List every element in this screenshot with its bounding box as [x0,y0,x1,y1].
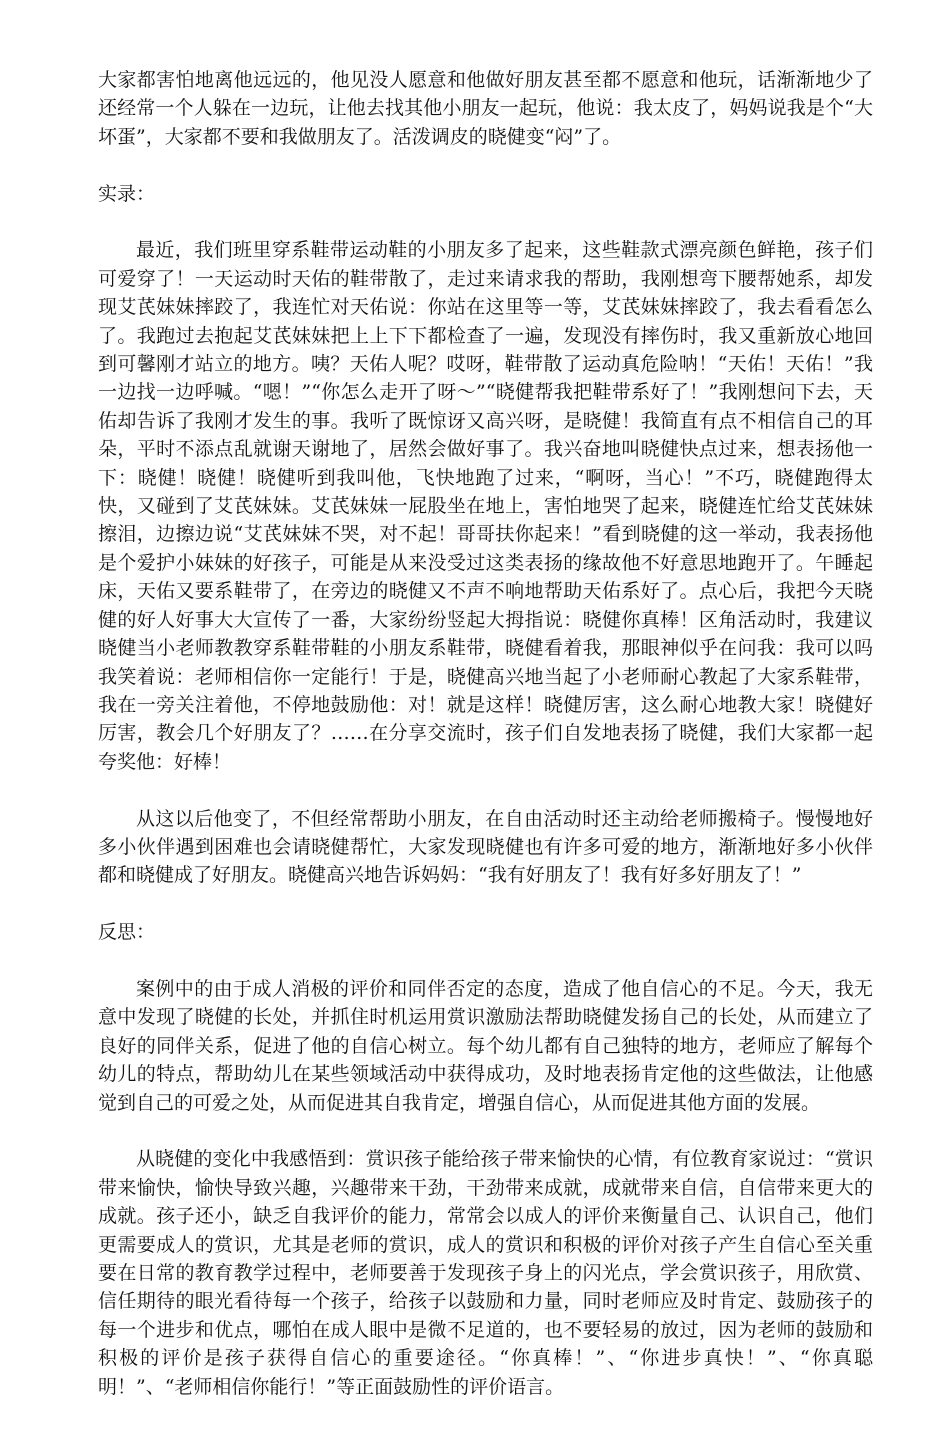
intro-paragraph: 大家都害怕地离他远远的，他见没人愿意和他做好朋友甚至都不愿意和他玩，话渐渐地少了还经常一个人躲在一边玩，让他去找其他小朋友一起玩，他说：我太皮了，妈妈说我是个“大坏蛋”，大家都不要和我做朋友了。活泼调皮的晓健变“闷”了。 [98,69,873,148]
record-heading: 实录： [98,182,156,205]
record-paragraph-2: 从这以后他变了，不但经常帮助小朋友，在自由活动时还主动给老师搬椅子。慢慢地好多小伙伴遇到困难也会请晓健帮忙，大家发现晓健也有许多可爱的地方，渐渐地好多小伙伴都和晓健成了好朋友。晓健高兴地告诉妈妈：“我有好朋友了！我有好多好朋友了！” [98,807,873,887]
record-paragraph-1: 最近，我们班里穿系鞋带运动鞋的小朋友多了起来，这些鞋款式漂亮颜色鲜艳，孩子们可爱穿了！一天运动时天佑的鞋带散了，走过来请求我的帮助，我刚想弯下腰帮她系，却发现艾芪妹妹摔跤了，我连忙对天佑说：你站在这里等一等，艾芪妹妹摔跤了，我去看看怎么了。我跑过去抱起艾芪妹妹把上上下下都检查了一遍，发现没有摔伤时，我又重新放心地回到可馨刚才站立的地方。咦？天佑人呢？哎呀，鞋带散了运动真危险呐！“天佑！天佑！”我一边找一边呼喊。“嗯！”“你怎么走开了呀～”“晓健帮我把鞋带系好了！”我刚想问下去，天佑却告诉了我刚才发生的事。我听了既惊讶又高兴呀，是晓健！我简直有点不相信自己的耳朵，平时不添点乱就谢天谢地了，居然会做好事了。我兴奋地叫晓健快点过来，想表扬他一下：晓健！晓健！晓健听到我叫他，飞快地跑了过来，“啊呀，当心！”不巧，晓健跑得太快，又碰到了艾芪妹妹。艾芪妹妹一屁股坐在地上，害怕地哭了起来，晓健连忙给艾芪妹妹擦泪，边擦边说“艾芪妹妹不哭，对不起！哥哥扶你起来！”看到晓健的这一举动，我表扬他是个爱护小妹妹的好孩子，可能是从来没受过这类表扬的缘故他不好意思地跑开了。午睡起床，天佑又要系鞋带了，在旁边的晓健又不声不响地帮助天佑系好了。点心后，我把今天晓健的好人好事大大宣传了一番，大家纷纷竖起大拇指说：晓健你真棒！区角活动时，我建议晓健当小老师教教穿系鞋带鞋的小朋友系鞋带，晓健看着我，那眼神似乎在问我：我可以吗我笑着说：老师相信你一定能行！于是，晓健高兴地当起了小老师耐心教起了大家系鞋带，我在一旁关注着他，不停地鼓励他：对！就是这样！晓健厉害，这么耐心地教大家！晓健好厉害，教会几个好朋友了？……在分享交流时，孩子们自发地表扬了晓健，我们大家都一起夸奖他：好棒！ [98,239,873,773]
document-body [98,66,873,1429]
reflection-paragraph-2: 从晓健的变化中我感悟到：赏识孩子能给孩子带来愉快的心情，有位教育家说过：“赏识带来愉快，愉快导致兴趣，兴趣带来干劲，干劲带来成就，成就带来自信，自信带来更大的成就。孩子还小，缺乏自我评价的能力，常常会以成人的评价来衡量自己、认识自己，他们更需要成人的赏识，尤其是老师的赏识，成人的赏识和积极的评价对孩子产生自信心至关重要在日常的教育教学过程中，老师要善于发现孩子身上的闪光点，学会赏识孩子，用欣赏、信任期待的眼光看待每一个孩子，给孩子以鼓励和力量，同时老师应及时肯定、鼓励孩子的每一个进步和优点，哪怕在成人眼中是微不足道的，也不要轻易的放过，因为老师的鼓励和积极的评价是孩子获得自信心的重要途径。“你真棒！”、“你进步真快！”、“你真聪明！”、“老师相信你能行！”等正面鼓励性的评价语言。 [98,1148,873,1398]
reflection-paragraph-1: 案例中的由于成人消极的评价和同伴否定的态度，造成了他自信心的不足。今天，我无意中发现了晓健的长处，并抓住时机运用赏识激励法帮助晓健发扬自己的长处，从而建立了良好的同伴关系，促进了他的自信心树立。每个幼儿都有自己独特的地方，老师应了解每个幼儿的特点，帮助幼儿在某些领域活动中获得成功，及时地表扬肯定他的这些做法，让他感觉到自己的可爱之处，从而促进其自我肯定，增强自信心，从而促进其他方面的发展。 [98,977,873,1114]
reflection-heading: 反思： [98,921,156,944]
